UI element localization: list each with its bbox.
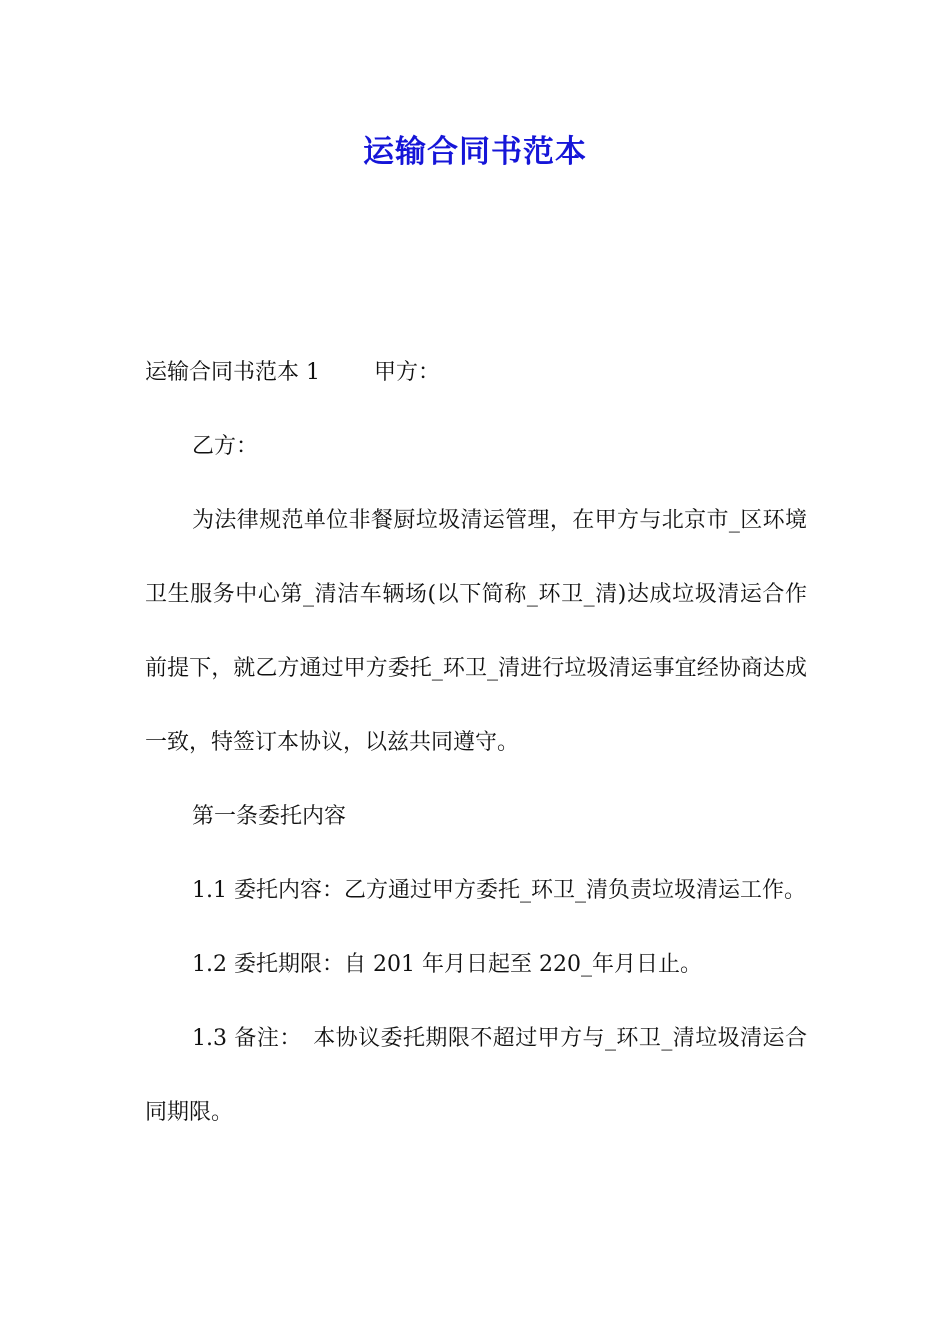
paragraph-clause-1-3: 1.3 备注： 本协议委托期限不超过甲方与_环卫_清垃圾清运合同期限。 [145, 1026, 807, 1125]
paragraph-clause-1-1: 1.1 委托内容：乙方通过甲方委托_环卫_清负责垃圾清运工作。 [192, 878, 806, 903]
paragraph-clause-1-2: 1.2 委托期限：自 201 年月日起至 220_年月日止。 [192, 952, 702, 977]
heading-line [145, 336, 807, 410]
paragraph-party-b: 乙方： [192, 434, 259, 459]
document-body [145, 336, 807, 1150]
paragraph-preamble: 为法律规范单位非餐厨垃圾清运管理，在甲方与北京市_区环境卫生服务中心第_清洁车辆场(以下简称_环卫_清)达成垃圾清运合作前提下，就乙方通过甲方委托_环卫_清进行垃圾清运事宜经协商达成一致，特签订本协议，以兹共同遵守。 [145, 508, 807, 755]
heading-line-left: 运输合同书范本 1 [145, 360, 320, 385]
document-title: 运输合同书范本 [363, 134, 587, 170]
heading-line-right: 甲方： [374, 360, 441, 385]
paragraph-article-1-title: 第一条委托内容 [192, 804, 347, 829]
